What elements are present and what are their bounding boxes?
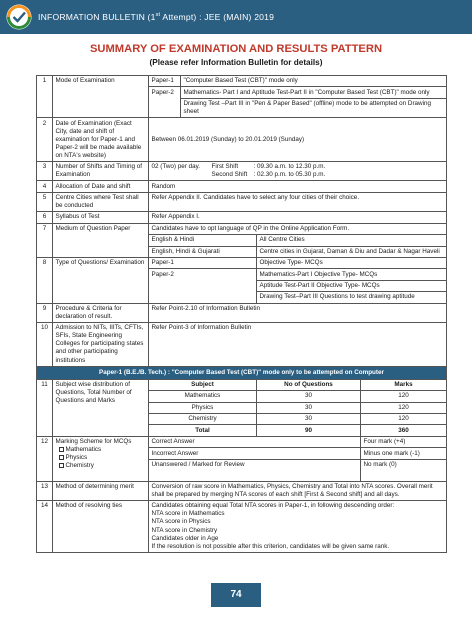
table-row: Unanswered / Marked for Review No mark (0) [37,459,447,481]
page-title: SUMMARY OF EXAMINATION AND RESULTS PATTERN [89,43,383,55]
table-row: Physics 30 120 [37,402,447,413]
table-row: 11 Subject wise distribution of Questions, Total Number of Questions and Marks Subject No of Questions Marks [37,379,447,390]
table-row: 2 Date of Examination (Exact City, date and shift of examination for Paper-1 and Paper-2 will be made available on NTA's website) Between 06.01.2019 (Sunday) to 20.01.2019 (Sunday) [37,118,447,162]
header-title: INFORMATION BULLETIN (1st Attempt) : JEE (MAIN) 2019 [38,12,275,22]
table-row: 6 Syllabus of Test Refer Appendix I. [37,212,447,223]
table-row: Paper-2 Mathematics- Part I and Aptitude Test-Part II in "Computer Based Test (CBT)" mode only [37,87,447,98]
paper1-band: Paper-1 (B.E./B. Tech.) : "Computer Based Test (CBT)" mode only to be attempted on Computer [37,366,447,379]
table-row: Aptitude Test-Part II Objective Type- MCQs [37,280,447,291]
checkbox-icon [59,463,64,468]
table-row: 13 Method of determining merit Conversion of raw score in Mathematics, Physics, Chemistry and Total into NTA scores. Overall merit shall be prepared by merging NTA scores of each shift [First & Second shift] and all days. [37,481,447,500]
page-subtitle: (Please refer Information Bulletin for details) [149,58,323,67]
table-row: 12 Marking Scheme for MCQs Mathematics Physics Chemistry Correct Answer Four mark (+4) [37,436,447,447]
table-row: 3 Number of Shifts and Timing of Examination 02 (Two) per day. First Shift : 09.30 a.m. to 12.30 p.m. Second Shift : 02.30 p.m. to 05.30 p.m. [37,161,447,180]
page-number-box [211,583,261,607]
table-row: English, Hindi & Gujarati Centre cities in Gujarat, Daman & Diu and Dadar & Nagar Haveli [37,246,447,257]
table-row: 8 Type of Questions/ Examination Paper-1 Objective Type- MCQs [37,257,447,268]
header-band [0,0,472,34]
table-row: 10 Admission to NITs, IIITs, CFTIs, SFIs, State Engineering Colleges for participating states and other participating institutions Refer Point-3 of Information Bulletin [37,323,447,367]
exam-summary-table [36,75,447,553]
checkbox-icon [59,455,64,460]
table-row: Drawing Test –Part III in "Pen & Paper Based" (offline) mode to be attempted on Drawing sheet [37,98,447,117]
table-row: 1 Mode of Examination Paper-1 "Computer Based Test (CBT)" mode only [37,76,447,87]
checkbox-icon [59,447,64,452]
table-row: 5 Centre Cities where Test shall be conducted Refer Appendix II. Candidates have to select any four cities of their choice. [37,192,447,211]
table-row: Total 90 360 [37,425,447,436]
table-row: 14 Method of resolving ties Candidates obtaining equal Total NTA scores in Paper-1, in following descending order: NTA score in Mathematics NTA score in Physics NTA score in Chemistry Candidates older in Age If the resolution is not possible after this criterion, candidates will be given same rank. [37,501,447,553]
table-row: Drawing Test–Part III Questions to test drawing aptitude [37,292,447,303]
page-number: 74 [230,589,242,600]
table-row: Incorrect Answer Minus one mark (-1) [37,448,447,459]
table-row: 4 Allocation of Date and shift Random [37,181,447,192]
table-row: Mathematics 30 120 [37,391,447,402]
table-row: 9 Procedure & Criteria for declaration of result. Refer Point-2.10 of Information Bulletin [37,303,447,322]
table-row: 7 Medium of Question Paper Candidates have to opt language of QP in the Online Application Form. [37,223,447,234]
table-row: English & Hindi All Centre Cities [37,235,447,246]
table-row: Paper-2 Mathematics-Part I Objective Type- MCQs [37,269,447,280]
nta-logo-icon [5,3,33,31]
table-row: Chemistry 30 120 [37,414,447,425]
